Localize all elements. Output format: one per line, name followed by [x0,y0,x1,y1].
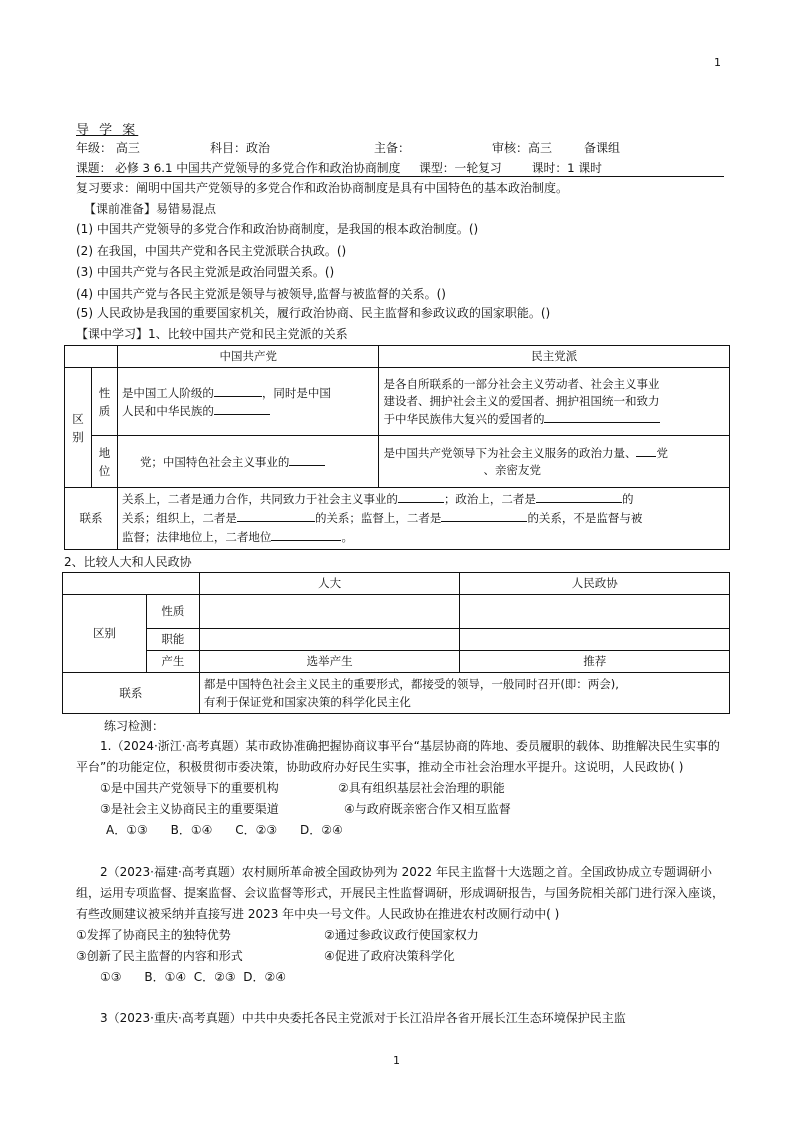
pre-item: (2) 在我国，中国共产党和各民主党派联合执政。() [76,244,347,258]
section-2-header: 2、比较人大和人民政协 [64,555,192,569]
page-number-bottom: 1 [393,1054,400,1067]
q2-stem: 2（2023·福建·高考真题）农村厕所革命被全国政协列为 2022 年民主监督十大选题之首。全国政协成立专题调研小组，运用专项监督、提案监督、会议监督等形式，开展民主性监督调研，形成调研报告，与国务院相关部门进行深入座谈，有些改厕建议被采纳并直接写进 2023 年中央一号文件。人民政协在推进农村改厕行动中( ) [76,865,725,921]
table1-row-nature-label: 性质 [91,368,117,436]
table1-dem-status: 是中国共产党领导下为社会主义服务的政治力量、 党 、亲密友党 [379,436,730,488]
table2-npc-nature [199,595,460,629]
table2-cppcc-function [460,629,730,651]
table2-row-nature: 性质 [146,595,199,629]
table2-corner [63,573,200,595]
table1-ccp-nature: 是中国工人阶级的 ，同时是中国 人民和中华民族的 [117,368,379,436]
table2-row-origin: 产生 [146,651,199,673]
pre-item: (3) 中国共产党与各民主党派是政治同盟关系。() [76,265,335,279]
pre-item: (4) 中国共产党与各民主党派是领导与被领导,监督与被监督的关系。() [76,287,446,301]
review-requirement: 复习要求：阐明中国共产党领导的多党合作和政治协商制度是具有中国特色的基本政治制度。 [76,181,569,195]
pre-class-header: 【课前准备】易错易混点 [84,202,217,216]
question-2 [76,862,726,988]
meta-preparer: 主备： [374,141,411,155]
in-class-header: 【课中学习】1、比较中国共产党和民主党派的关系 [76,327,348,341]
table2-link-label: 联系 [63,673,200,714]
table1-dem-nature: 是各自所联系的一部分社会主义劳动者、社会主义事业 建设者、拥护社会主义的爱国者、拥护祖国统一和致力 于中华民族伟大复兴的爱国者的 [379,368,730,436]
practice-header: 练习检测： [104,719,165,733]
table2-header-npc: 人大 [199,573,460,595]
table2-npc-function [199,629,460,651]
table2-diff-label: 区别 [63,595,147,673]
table2-cppcc-nature [460,595,730,629]
table2-npc-origin: 选举产生 [199,651,460,673]
table1-header-ccp: 中国共产党 [117,346,379,368]
ccp-democratic-parties-table [64,345,730,550]
page-number-top: 1 [714,56,721,69]
meta-reviewer: 审核：高三 [492,141,553,155]
table1-link-text: 关系上，二者是通力合作，共同致力于社会主义事业的 ；政治上，二者是 的 关系；组织上，二者是 的关系；监督上，二者是 的关系，不是监督与被 监督；法律地位上，二者地位 。 [117,488,729,550]
q3-stem: 3（2023·重庆·高考真题）中共中央委托各民主党派对于长江沿岸各省开展长江生态环境保护民主监 [100,1011,626,1025]
q2-options: ①发挥了协商民主的独特优势 ②通过参政议政行使国家权力 ③创新了民主监督的内容和形式 ④促进了政府决策科学化 ①③ B．①④ C．②③ D．②④ [76,928,479,984]
table1-ccp-status: 党；中国特色社会主义事业的 [117,436,379,488]
lesson-text: 课题： 必修 3 6.1 中国共产党领导的多党合作和政治协商制度 课型：一轮复习 课时：1 课时 [76,161,602,175]
meta-group: 备课组 [584,141,621,155]
table2-header-cppcc: 人民政协 [460,573,730,595]
table2-row-function: 职能 [146,629,199,651]
meta-subject: 科目：政治 [210,141,271,155]
q1-stem: 1.（2024·浙江·高考真题）某市政协准确把握协商议事平台“基层协商的阵地、委员履职的载体、助推解决民生实事的平台”的功能定位，积极贯彻市委决策，协助政府办好民生实事，推动全市社会治理水平提升。这说明，人民政协( ) [76,739,720,774]
question-3 [76,1008,726,1029]
doc-title: 导 学 案 [76,123,139,138]
table2-link-text: 都是中国特色社会主义民主的重要形式，都接受的领导，一般同时召开(即：两会), 有利于保证党和国家决策的科学化民主化 [199,673,729,714]
pre-item: (5) 人民政协是我国的重要国家机关，履行政治协商、民主监督和参政议政的国家职能。() [76,306,551,320]
npc-cppcc-table [62,572,730,714]
table1-diff-label: 区别 [65,368,92,488]
meta-grade: 年级： 高三 [76,141,140,155]
lesson-line [76,159,724,177]
q1-options: ①是中国共产党领导下的重要机构 ②具有组织基层社会治理的职能 ③是社会主义协商民主的重要渠道 ④与政府既亲密合作又相互监督 A．①③ B．①④ C．②③ D．②④ [100,781,511,837]
table2-cppcc-origin: 推荐 [460,651,730,673]
table1-row-status-label: 地位 [91,436,117,488]
table1-header-dem: 民主党派 [379,346,730,368]
question-1 [76,736,726,841]
table1-link-label: 联系 [65,488,118,550]
table1-corner [65,346,118,368]
pre-item: (1) 中国共产党领导的多党合作和政治协商制度，是我国的根本政治制度。() [76,222,479,236]
